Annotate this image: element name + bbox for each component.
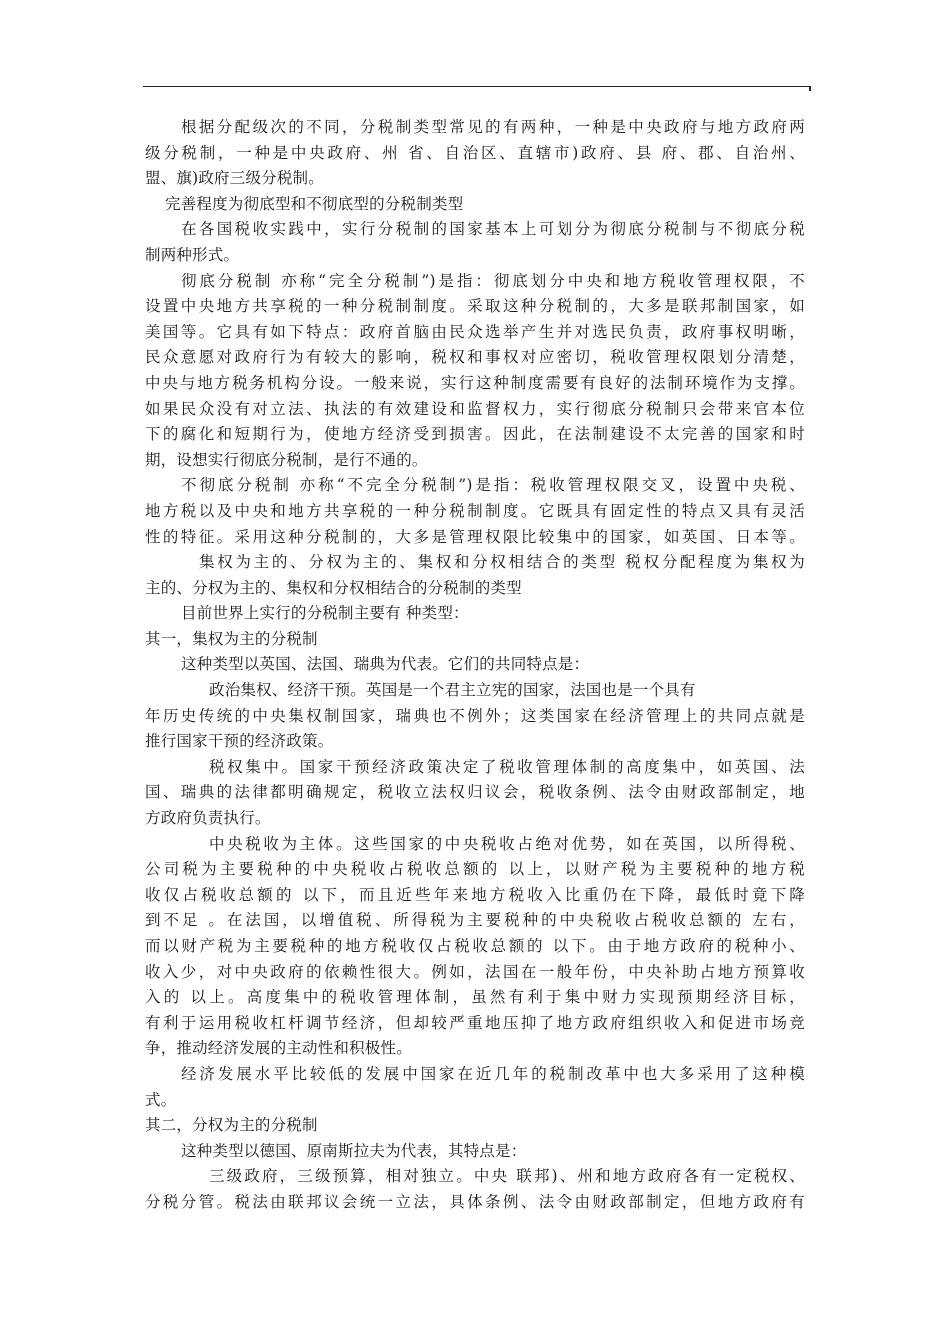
text-line: 国、瑞典的法律都明确规定，税收立法权归议会，税收条例、法令由财政部制定，地	[145, 783, 805, 802]
text-line: 集权为主的、分权为主的、集权和分权相结合的类型 税权分配程度为集权为	[199, 553, 805, 572]
text-line: 这种类型以英国、法国、瑞典为代表。它们的共同特点是：	[181, 655, 590, 674]
text-line: 推行国家干预的经济政策。	[145, 732, 334, 751]
text-line: 有利于运用税收杠杆调节经济，但却较严重地压抑了地方政府组织收入和促进市场竞	[145, 1013, 805, 1032]
text-line: 地方税以及中央和地方共享税的一种分税制制度。它既具有固定性的特点又具有灵活	[145, 501, 805, 520]
text-line: 分税分管。税法由联邦议会统一立法，具体条例、法令由财政部制定，但地方政府有	[145, 1192, 805, 1211]
section-heading: 其一，集权为主的分税制	[145, 629, 318, 648]
text-line: 中央税收为主体。这些国家的中央税收占绝对优势，如在英国，以所得税、	[209, 834, 805, 853]
text-line: 民众意愿对政府行为有较大的影响，税权和事权对应密切，税收管理权限划分清楚，	[145, 348, 805, 367]
text-line: 级分税制，一种是中央政府、州 省、自治区、直辖市)政府、县 府、郡、自治州、	[145, 143, 805, 162]
text-line: 在各国税收实践中，实行分税制的国家基本上可划分为彻底分税制与不彻底分税	[181, 220, 805, 239]
text-line: 年历史传统的中央集权制国家，瑞典也不例外；这类国家在经济管理上的共同点就是	[145, 706, 805, 725]
section-heading: 其二，分权为主的分税制	[145, 1116, 318, 1135]
text-line: 如果民众没有对立法、执法的有效建设和监督权力，实行彻底分税制只会带来官本位	[145, 399, 805, 418]
text-line: 设置中央地方共享税的一种分税制制度。采取这种分税制的，大多是联邦制国家，如	[145, 297, 805, 316]
text-line: 不彻底分税制 亦称“不完全分税制”)是指：税收管理权限交叉，设置中央税、	[181, 476, 805, 495]
text-line: 经济发展水平比较低的发展中国家在近几年的税制改革中也大多采用了这种模	[181, 1064, 805, 1083]
text-line: 争，推动经济发展的主动性和积极性。	[145, 1039, 412, 1058]
text-line: 税权集中。国家干预经济政策决定了税收管理体制的高度集中，如英国、法	[209, 757, 805, 776]
text-line: 目前世界上实行的分税制主要有 种类型：	[181, 604, 469, 623]
text-line: 公司税为主要税种的中央税收占税收总额的 以上，以财产税为主要税种的地方税	[145, 860, 805, 879]
text-line: 彻底分税制 亦称“完全分税制”)是指：彻底划分中央和地方税收管理权限，不	[181, 271, 805, 290]
text-line: 政治集权、经济干预。英国是一个君主立宪的国家，法国也是一个具有	[209, 681, 696, 700]
document-body	[145, 115, 805, 1216]
text-line: 根据分配级次的不同，分税制类型常见的有两种，一种是中央政府与地方政府两	[181, 118, 805, 136]
text-line: 中央与地方税务机构分设。一般来说，实行这种制度需要有良好的法制环境作为支撑。	[145, 373, 805, 392]
text-line: 到不足 。在法国，以增值税、所得税为主要税种的中央税收占税收总额的 左右，	[145, 911, 805, 930]
text-line: 式。	[145, 1090, 177, 1109]
text-line: 而以财产税为主要税种的地方税收仅占税收总额的 以下。由于地方政府的税种小、	[145, 937, 805, 955]
text-line: 下的腐化和短期行为，使地方经济受到损害。因此，在法制建设不太完善的国家和时	[145, 425, 805, 444]
text-line: 收入少，对中央政府的依赖性很大。例如，法国在一般年份，中央补助占地方预算收	[145, 962, 805, 981]
header-rule	[143, 86, 811, 87]
text-line: 主的、分权为主的、集权和分权相结合的分税制的类型	[145, 578, 522, 597]
text-line: 期，设想实行彻底分税制，是行不通的。	[145, 450, 428, 469]
text-line: 美国等。它具有如下特点：政府首脑由民众选举产生并对选民负责，政府事权明晰，	[145, 322, 805, 341]
text-line: 收仅占税收总额的 以下，而且近些年来地方税收入比重仍在下降，最低时竟下降	[145, 885, 805, 904]
text-line: 性的特征。采用这种分税制的，大多是管理权限比较集中的国家，如英国、日本等。	[145, 527, 805, 546]
text-line: 方政府负责执行。	[145, 809, 271, 828]
section-heading: 完善程度为彻底型和不彻底型的分税制类型	[165, 194, 464, 213]
text-line: 制两种形式。	[145, 245, 240, 264]
header-rule-tick	[809, 86, 811, 91]
text-line: 三级政府，三级预算，相对独立。中央 联邦)、州和地方政府各有一定税权、	[209, 1167, 805, 1186]
text-line: 入的 以上。高度集中的税收管理体制，虽然有利于集中财力实现预期经济目标，	[145, 988, 805, 1007]
text-line: 盟、旗)政府三级分税制。	[145, 169, 324, 188]
text-line: 这种类型以德国、原南斯拉夫为代表，其特点是：	[181, 1141, 527, 1160]
